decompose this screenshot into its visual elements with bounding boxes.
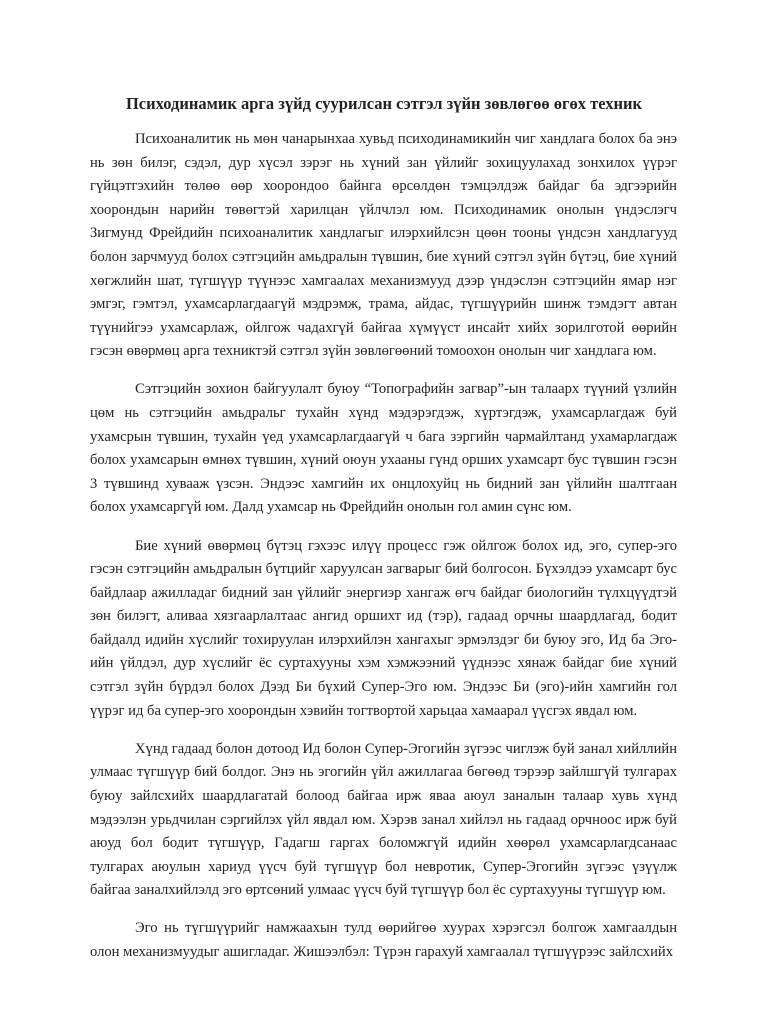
paragraph: Психоаналитик нь мөн чанарынхаа хувьд психодинамикийн чиг хандлага болох ба энэ нь зөн билэг, сэдэл, дур хүсэл зэрэг нь хүний зан үйлийг зохицуулахад зонхилох үүрэг гүйцэтгэхийн төлөө өөр хоорондоо байнга өрсөлдөн тэмцэлдэж байдаг ба эдгээрийн хоорондын нарийн төвөгтэй харилцан үйлчлэл юм. Психодинамик онолын үндэслэгч Зигмунд Фрейдийн психоаналитик хандлагыг илэрхийлсэн цөөн тооны үндсэн хандлагууд болон зарчмууд болох сэтгэцийн амьдралын түвшин, бие хүний сэтгэл зүйн бүтэц, бие хүний хөгжлийн шат, түгшүүр түүнээс хамгаалах механизмууд дээр үндэслэн сэтгэцийн ямар нэг эмгэг, гэмтэл, ухамсарлагдаагүй мэдрэмж, трама, айдас, түгшүүрийн шинж тэмдэгт автан түүнийгээ ухамсарлаж, ойлгож чадахгүй байгаа хүмүүст инсайт хийх зорилготой өөрийн гэсэн өвөрмөц арга техниктэй сэтгэл зүйн зөвлөгөөний томоохон онолын чиг хандлага юм. bbox=[90, 131, 677, 360]
paragraph: Хүнд гадаад болон дотоод Ид болон Супер-Эгогийн зүгээс чиглэж буй занал хийллийн улмаас түгшүүр бий болдог. Энэ нь эгогийн үйл ажиллагаа бөгөөд тэрээр зайлшгүй тулгарах буюу зайлсхийх шаардлагатай болоод байгаа ирж яваа аюул заналын талаар хувь хүнд мэдээлэн урьдчилан сэргийлэх үйл явдал юм. Хэрэв занал хийлэл нь гадаад орчноос ирж буй аюуд бол бодит түгшүүр, Гадагш гаргах боломжгүй идийн хөөрөл ухамсарлагдсанаас тулгарах аюулын хариуд үүсч буй түгшүүр бол невротик, Супер-Эгогийн зүгээс үзүүлж байгаа заналхийлэлд эго өртсөний улмаас үүсч буй түгшүүр бол ёс суртахууны түгшүүр юм. bbox=[90, 740, 677, 899]
document-title: Психодинамик арга зүйд суурилсан сэтгэл зүйн зөвлөгөө өгөх техник bbox=[125, 94, 643, 113]
paragraph: Сэтгэцийн зохион байгуулалт буюу “Топографийн загвар”-ын талаарх түүний үзлийн цөм нь сэтгэцийн амьдральг тухайн хүнд мэдэрэгдэж, хүртэгдэж, ухамсарлагдаж буй ухамсрын түвшин, тухайн үед ухамсарлагдаагүй ч бага зэргийн чармайлтанд ухамарлагдаж болох ухамсарын өмнөх түвшин, хүний оюун ухааны гүнд орших ухамсарт бус түвшин гэсэн 3 түвшинд хувааж үзсэн. Эндээс хамгийн их онцлохуйц нь бидний зан үйлийн шалтгаан болох ухамсаргүй юм. Далд ухамсар нь Фрейдийн онолын гол амин сүнс юм. bbox=[90, 381, 677, 516]
paragraph: Бие хүний өвөрмөц бүтэц гэхээс илүү процесс гэж ойлгож болох ид, эго, супер-эго гэсэн сэтгэцийн амьдралын бүтцийг харуулсан загварыг бий болгосон. Бүхэлдээ ухамсарт бус байдлаар ажилладаг бидний зан үйлийг энергиэр хангаж өгч байдаг биологийн түлхцүүдтэй зөн билэгт, аливаа хязгаарлалтаас ангид оршихт ид (тэр), гадаад орчны шаардлагад, бодит байдалд идийн хүслийг тохируулан илэрхийлэн хангахыг эрмэлздэг би буюу эго, Ид ба Эго-ийн үйлдэл, дур хүслийг ёс суртахууны хэм хэмжээний үүднээс хянаж байдаг бие хүний сэтгэл зүйн бүрдэл болох Дээд Би бүхий Супер-Эго юм. Эндээс Би (эго)-ийн хамгийн гол үүрэг ид ба супер-эго хоорондын хэвийн тогтвортой харьцаа хамаарал үүсгэх явдал юм. bbox=[90, 537, 677, 719]
document-body bbox=[90, 128, 677, 979]
paragraph: Эго нь түгшүүрийг намжаахын тулд өөрийгөө хуурах хэрэгсэл болгож хамгаалдын олон механизмуудыг ашигладаг. Жишээлбэл: Түрэн гарахуй хамгаалал түгшүүрээс зайлсхийх bbox=[90, 920, 677, 960]
